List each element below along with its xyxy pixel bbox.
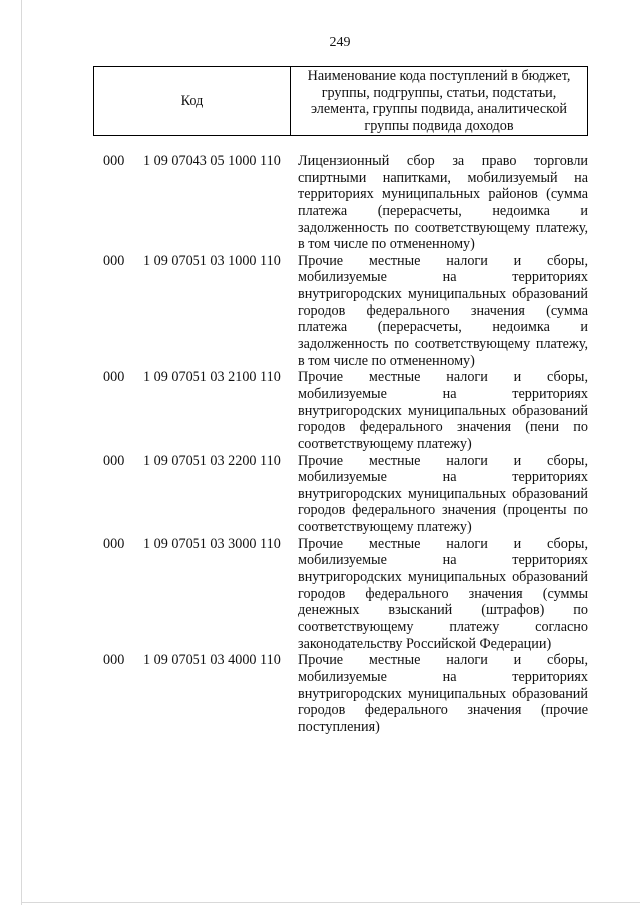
table-row bbox=[0, 153, 640, 253]
description-line: соответствующему платежу согласно bbox=[298, 618, 588, 635]
page-number: 249 bbox=[329, 35, 351, 50]
admin-code: 000 bbox=[103, 153, 125, 169]
admin-code: 000 bbox=[103, 652, 125, 669]
table-row bbox=[0, 453, 640, 536]
description-line: Прочие местные налоги и сборы, bbox=[298, 252, 588, 269]
description-line: внутригородских муниципальных образований bbox=[298, 402, 588, 419]
revenue-code: 1 09 07051 03 3000 110 bbox=[143, 535, 281, 552]
description-line: городов федерального значения (пени по bbox=[298, 419, 588, 436]
header-name-line: элемента, группы подвида, аналитической bbox=[310, 101, 568, 117]
header-name-line: группы, подгруппы, статьи, подстатьи, bbox=[321, 84, 557, 101]
description-line: внутригородских муниципальных образований bbox=[298, 685, 588, 702]
description-line: денежных взысканий (штрафов) по bbox=[298, 602, 588, 619]
admin-code: 000 bbox=[103, 369, 125, 386]
table-row bbox=[0, 652, 640, 735]
revenue-description bbox=[298, 153, 588, 253]
description-line: мобилизуемые на территориях bbox=[298, 385, 588, 402]
description-line: внутригородских муниципальных образований bbox=[298, 569, 588, 586]
description-line: мобилизуемые на территориях bbox=[298, 552, 588, 569]
description-line: соответствующему платежу) bbox=[298, 435, 472, 452]
description-line: поступления) bbox=[298, 718, 380, 735]
revenue-description bbox=[298, 253, 588, 369]
admin-code: 000 bbox=[103, 452, 125, 469]
admin-code: 000 bbox=[103, 535, 125, 552]
revenue-code: 1 09 07051 03 4000 110 bbox=[143, 652, 281, 669]
table-header bbox=[93, 66, 588, 136]
admin-code: 000 bbox=[103, 252, 125, 269]
header-code-label: Код bbox=[180, 93, 204, 109]
table-row bbox=[0, 369, 640, 452]
description-line: задолженность по соответствующему платежу, bbox=[298, 219, 588, 236]
revenue-description bbox=[298, 652, 588, 735]
description-line: территориях муниципальных районов (сумма bbox=[298, 186, 588, 203]
description-line: в том числе по отмененному) bbox=[298, 352, 475, 369]
description-line: платежа (перерасчеты, недоимка и bbox=[298, 202, 588, 219]
description-line: задолженность по соответствующему платежу, bbox=[298, 336, 588, 353]
table-body bbox=[0, 153, 640, 735]
description-line: Прочие местные налоги и сборы, bbox=[298, 535, 588, 552]
description-line: Прочие местные налоги и сборы, bbox=[298, 369, 588, 386]
description-line: городов федерального значения (проценты по bbox=[298, 502, 588, 519]
revenue-description bbox=[298, 453, 588, 536]
description-line: Прочие местные налоги и сборы, bbox=[298, 452, 588, 469]
description-line: законодательству Российской Федерации) bbox=[298, 635, 552, 652]
description-line: внутригородских муниципальных образований bbox=[298, 286, 588, 303]
revenue-description bbox=[298, 369, 588, 452]
revenue-code: 1 09 07043 05 1000 110 bbox=[143, 153, 281, 169]
revenue-code: 1 09 07051 03 1000 110 bbox=[143, 252, 281, 269]
description-line: соответствующему платежу) bbox=[298, 519, 472, 536]
description-line: внутригородских муниципальных образований bbox=[298, 485, 588, 502]
revenue-code: 1 09 07051 03 2200 110 bbox=[143, 452, 281, 469]
header-name-line: Наименование кода поступлений в бюджет, bbox=[307, 68, 571, 84]
header-name-cell bbox=[291, 68, 587, 134]
description-line: городов федерального значения (сумма bbox=[298, 302, 588, 319]
description-line: Лицензионный сбор за право торговли bbox=[298, 153, 588, 169]
header-code-cell bbox=[94, 67, 291, 135]
description-line: городов федерального значения (прочие bbox=[298, 702, 588, 719]
description-line: городов федерального значения (суммы bbox=[298, 585, 588, 602]
description-line: спиртными напитками, мобилизуемый на bbox=[298, 169, 588, 186]
description-line: мобилизуемые на территориях bbox=[298, 469, 588, 486]
description-line: Прочие местные налоги и сборы, bbox=[298, 652, 588, 669]
table-row bbox=[0, 253, 640, 369]
table-row bbox=[0, 536, 640, 652]
description-line: платежа (перерасчеты, недоимка и bbox=[298, 319, 588, 336]
description-line: мобилизуемые на территориях bbox=[298, 668, 588, 685]
header-name-line: группы подвида доходов bbox=[364, 117, 514, 134]
description-line: в том числе по отмененному) bbox=[298, 236, 475, 253]
revenue-code: 1 09 07051 03 2100 110 bbox=[143, 369, 281, 386]
description-line: мобилизуемые на территориях bbox=[298, 269, 588, 286]
revenue-description bbox=[298, 536, 588, 652]
scan-edge-bottom bbox=[21, 902, 640, 903]
